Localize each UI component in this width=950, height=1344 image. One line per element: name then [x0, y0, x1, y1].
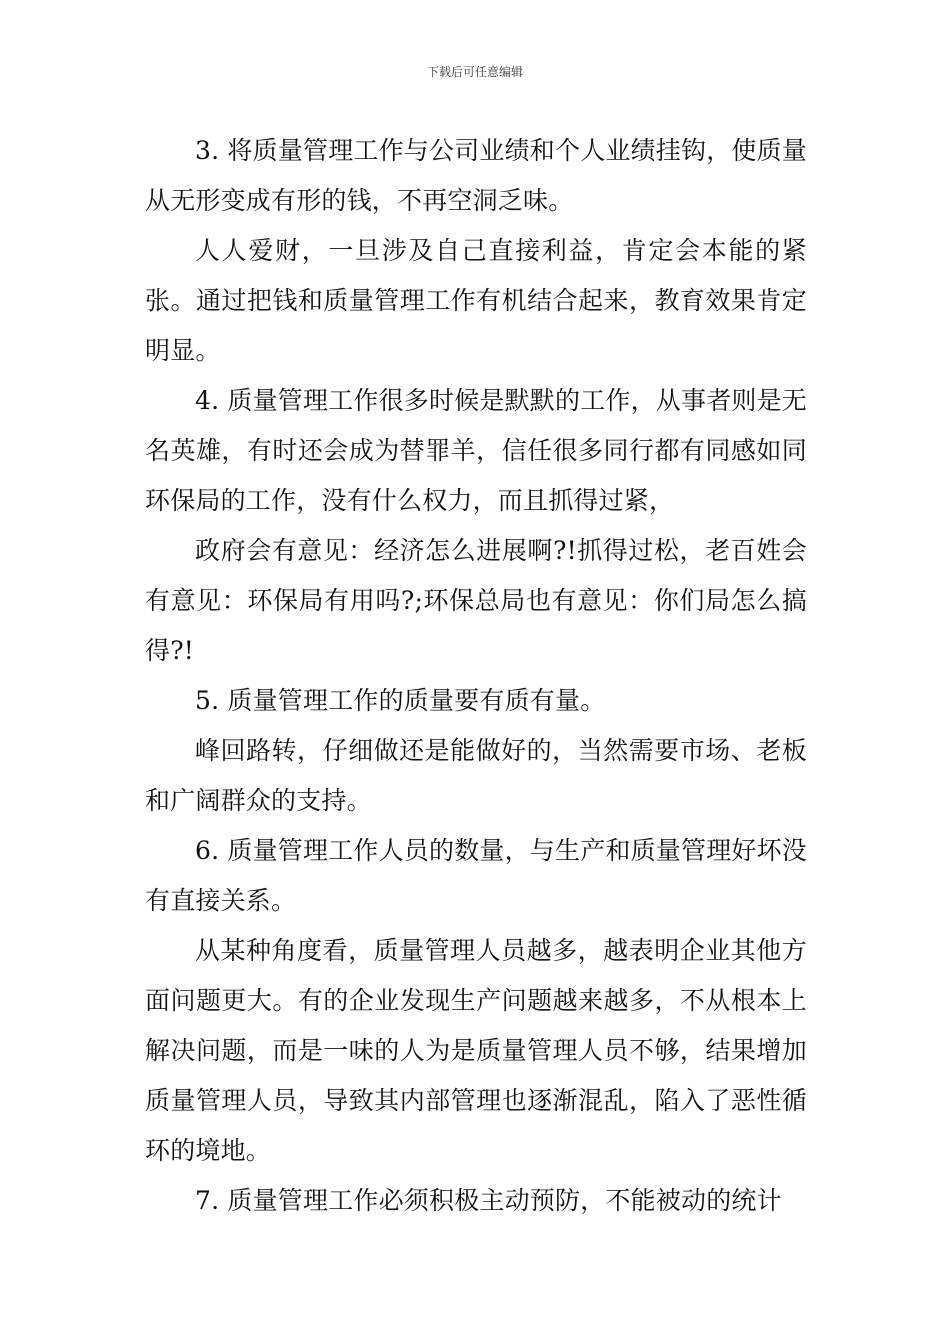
page-header: 下载后可任意编辑: [426, 65, 523, 79]
paragraph-item-3: 3. 将质量管理工作与公司业绩和个人业绩挂钩，使质量从无形变成有形的钱，不再空洞乏味。: [145, 136, 808, 215]
paragraph-item-7: 7. 质量管理工作必须积极主动预防，不能被动的统计: [195, 1186, 782, 1215]
document-body: [145, 126, 807, 1226]
paragraph-item-6: 6. 质量管理工作人员的数量，与生产和质量管理好坏没有直接关系。: [145, 836, 808, 915]
paragraph-item-4: 4. 质量管理工作很多时候是默默的工作，从事者则是无名英雄，有时还会成为替罪羊，信任很多同行都有同感如同环保局的工作，没有什么权力，而且抓得过紧，: [145, 386, 808, 515]
paragraph-money-motivation: 人人爱财，一旦涉及自己直接利益，肯定会本能的紧张。通过把钱和质量管理工作有机结合起来，教育效果肯定明显。: [145, 236, 807, 365]
paragraph-item-5: 5. 质量管理工作的质量要有质有量。: [195, 686, 606, 715]
paragraph-staff-analysis: 从某种角度看，质量管理人员越多，越表明企业其他方面问题更大。有的企业发现生产问题越来越多，不从根本上解决问题，而是一味的人为是质量管理人员不够，结果增加质量管理人员，导致其内部管理也逐渐混乱，陷入了恶性循环的境地。: [145, 936, 807, 1165]
paragraph-turnaround: 峰回路转，仔细做还是能做好的，当然需要市场、老板和广阔群众的支持。: [145, 736, 807, 815]
paragraph-government-opinion: 政府会有意见：经济怎么进展啊?!抓得过松，老百姓会有意见：环保局有用吗?;环保总局也有意见：你们局怎么搞得?!: [145, 536, 807, 665]
